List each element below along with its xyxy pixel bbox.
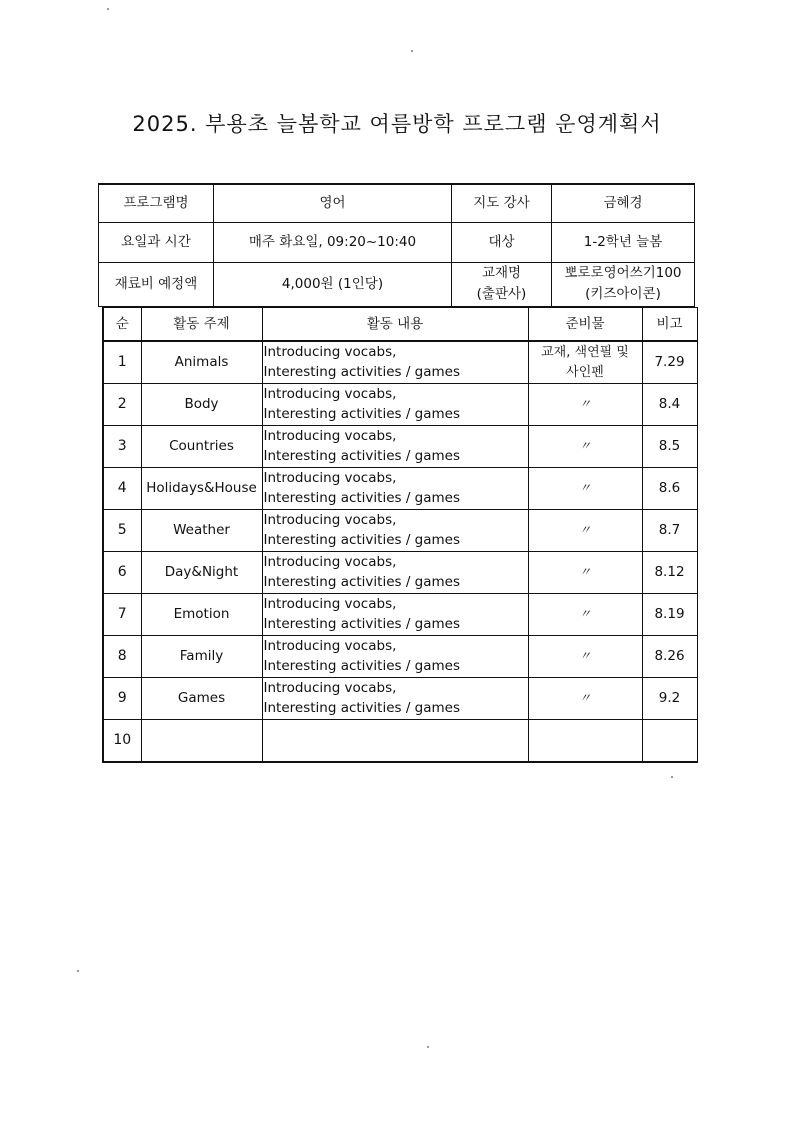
material-cost-value: 4,000원 (1인당)	[214, 262, 452, 306]
textbook-label-line2: (출판사)	[476, 286, 527, 302]
row-number: 6	[103, 552, 141, 594]
supplies-line2: 사인펜	[566, 364, 604, 380]
content-line1: Introducing vocabs,	[263, 596, 397, 612]
row-note: 8.19	[642, 594, 697, 636]
row-content	[262, 636, 528, 678]
table-row	[103, 636, 697, 678]
row-number: 10	[103, 720, 141, 763]
header-topic: 활동 주제	[141, 308, 262, 342]
table-row	[103, 341, 697, 384]
row-supplies: 〃	[528, 678, 642, 720]
row-topic: Holidays&House	[141, 468, 262, 510]
textbook-label-line1: 교재명	[481, 265, 522, 281]
row-topic: Family	[141, 636, 262, 678]
row-number: 7	[103, 594, 141, 636]
content-line2: Interesting activities / games	[263, 616, 461, 632]
header-supplies: 준비물	[528, 308, 642, 342]
header-content: 활동 내용	[262, 308, 528, 342]
row-supplies: 〃	[528, 384, 642, 426]
content-line1: Introducing vocabs,	[263, 638, 397, 654]
header-note: 비고	[642, 308, 697, 342]
table-row	[103, 468, 697, 510]
program-name-value: 영어	[214, 184, 452, 222]
row-content	[262, 678, 528, 720]
textbook-value-line2: (키즈아이콘)	[585, 286, 661, 302]
document-title: 2025. 부용초 늘봄학교 여름방학 프로그램 운영계획서	[132, 112, 662, 136]
row-note: 8.26	[642, 636, 697, 678]
row-supplies: 〃	[528, 510, 642, 552]
row-number: 8	[103, 636, 141, 678]
row-supplies: 〃	[528, 594, 642, 636]
scan-speck	[107, 8, 109, 10]
row-number: 2	[103, 384, 141, 426]
scan-speck	[411, 50, 413, 52]
row-content	[262, 720, 528, 763]
row-number: 5	[103, 510, 141, 552]
content-line2: Interesting activities / games	[263, 448, 461, 464]
row-content	[262, 384, 528, 426]
table-row	[103, 678, 697, 720]
row-number: 3	[103, 426, 141, 468]
textbook-label	[452, 262, 552, 306]
instructor-value: 금혜경	[552, 184, 695, 222]
row-supplies	[528, 720, 642, 763]
scan-speck	[427, 1046, 429, 1048]
activity-table-header	[103, 308, 697, 342]
row-note: 9.2	[642, 678, 697, 720]
row-number: 9	[103, 678, 141, 720]
row-supplies: 〃	[528, 426, 642, 468]
row-note: 8.7	[642, 510, 697, 552]
row-supplies: 〃	[528, 468, 642, 510]
program-info-table	[98, 183, 695, 307]
activity-table	[102, 307, 698, 763]
content-line2: Interesting activities / games	[263, 532, 461, 548]
row-topic	[141, 720, 262, 763]
row-supplies	[528, 341, 642, 384]
row-topic: Day&Night	[141, 552, 262, 594]
row-note	[642, 720, 697, 763]
row-supplies: 〃	[528, 636, 642, 678]
content-line1: Introducing vocabs,	[263, 386, 397, 402]
row-content	[262, 594, 528, 636]
scan-speck	[77, 970, 79, 972]
content-line2: Interesting activities / games	[263, 574, 461, 590]
row-content	[262, 341, 528, 384]
row-content	[262, 510, 528, 552]
row-topic: Animals	[141, 341, 262, 384]
row-note: 8.12	[642, 552, 697, 594]
content-line1: Introducing vocabs,	[263, 428, 397, 444]
schedule-value: 매주 화요일, 09:20~10:40	[214, 222, 452, 262]
scan-speck	[671, 776, 673, 778]
row-note: 8.4	[642, 384, 697, 426]
table-row	[103, 720, 697, 763]
content-line1: Introducing vocabs,	[263, 554, 397, 570]
row-number: 4	[103, 468, 141, 510]
content-line2: Interesting activities / games	[263, 700, 461, 716]
row-content	[262, 426, 528, 468]
row-topic: Emotion	[141, 594, 262, 636]
row-supplies: 〃	[528, 552, 642, 594]
textbook-value	[552, 262, 695, 306]
textbook-value-line1: 뽀로로영어쓰기100	[564, 265, 682, 281]
content-line2: Interesting activities / games	[263, 658, 461, 674]
row-topic: Games	[141, 678, 262, 720]
content-line1: Introducing vocabs,	[263, 680, 397, 696]
content-line1: Introducing vocabs,	[263, 512, 397, 528]
row-note: 8.6	[642, 468, 697, 510]
row-topic: Countries	[141, 426, 262, 468]
target-value: 1-2학년 늘봄	[552, 222, 695, 262]
supplies-line1: 교재, 색연필 및	[541, 344, 629, 360]
content-line2: Interesting activities / games	[263, 364, 461, 380]
schedule-label: 요일과 시간	[99, 222, 214, 262]
row-topic: Weather	[141, 510, 262, 552]
table-row	[103, 384, 697, 426]
header-order: 순	[103, 308, 141, 342]
material-cost-label: 재료비 예정액	[99, 262, 214, 306]
table-row	[103, 426, 697, 468]
program-name-label: 프로그램명	[99, 184, 214, 222]
row-content	[262, 468, 528, 510]
row-topic: Body	[141, 384, 262, 426]
row-content	[262, 552, 528, 594]
table-row	[103, 594, 697, 636]
target-label: 대상	[452, 222, 552, 262]
content-line2: Interesting activities / games	[263, 406, 461, 422]
content-line2: Interesting activities / games	[263, 490, 461, 506]
content-line1: Introducing vocabs,	[263, 344, 397, 360]
table-row	[103, 510, 697, 552]
row-number: 1	[103, 341, 141, 384]
instructor-label: 지도 강사	[452, 184, 552, 222]
row-note: 8.5	[642, 426, 697, 468]
table-row	[103, 552, 697, 594]
content-line1: Introducing vocabs,	[263, 470, 397, 486]
row-note: 7.29	[642, 341, 697, 384]
